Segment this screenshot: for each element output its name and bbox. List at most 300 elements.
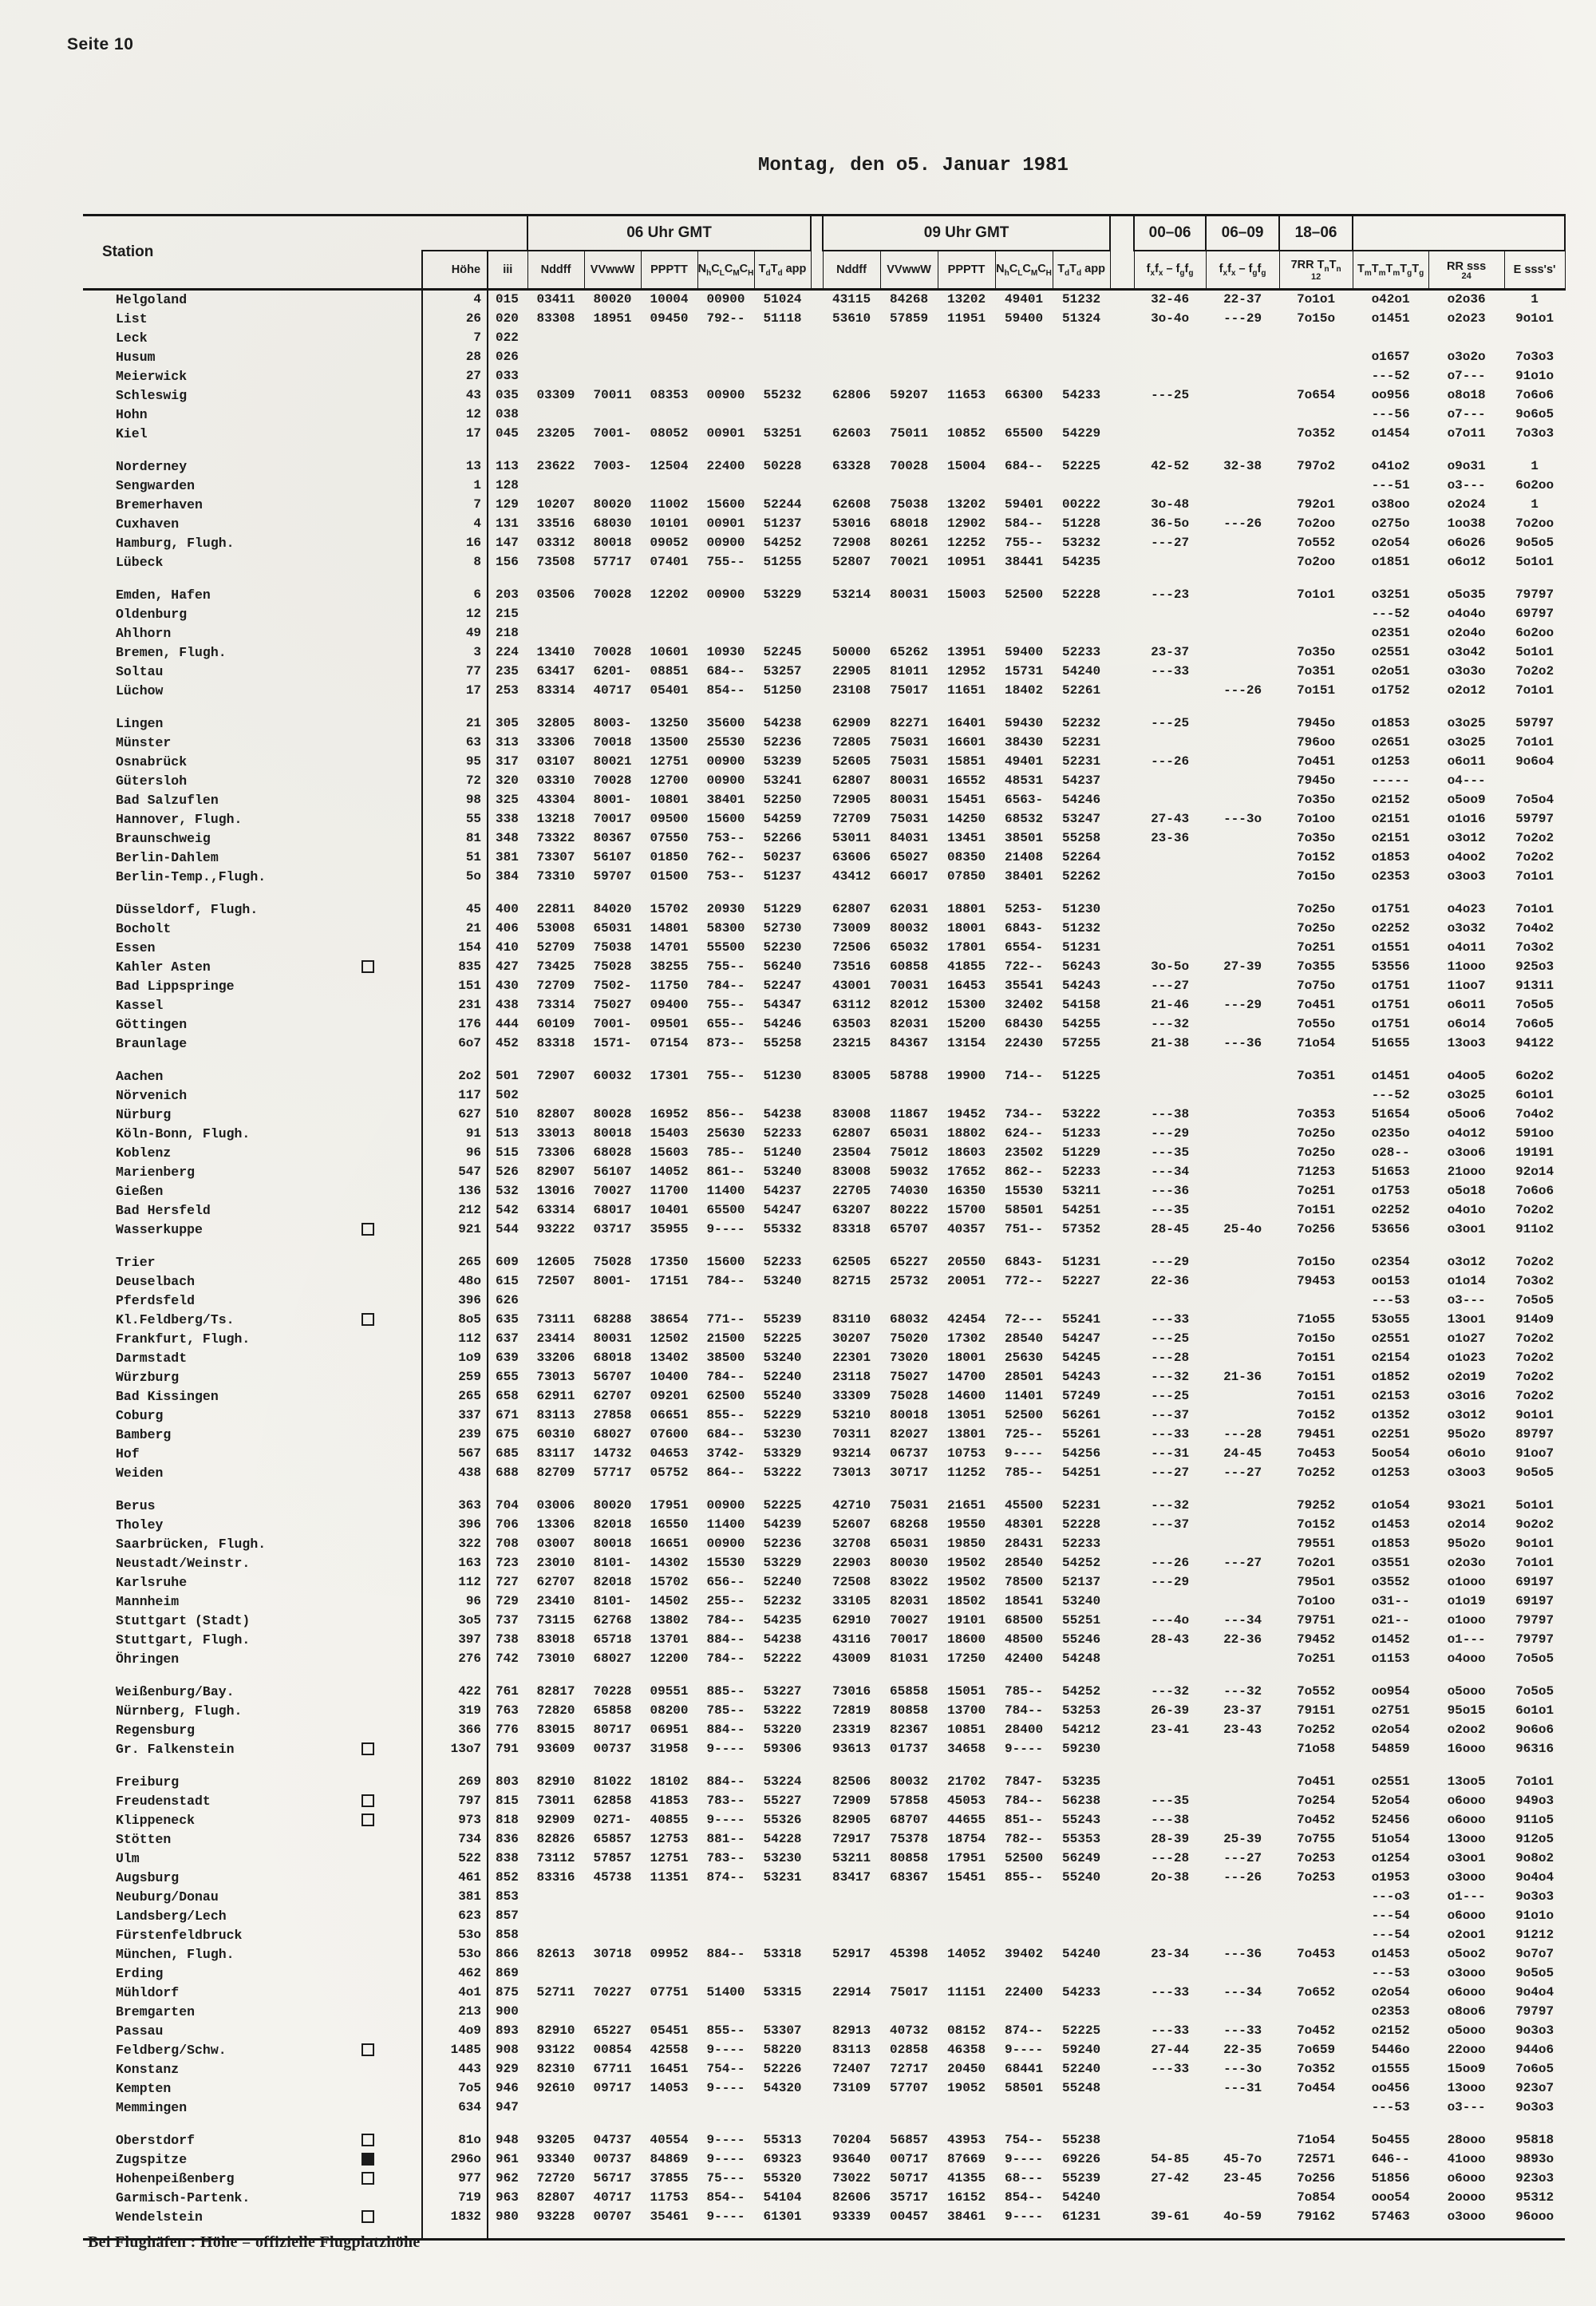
obs06-cell: 1571- <box>593 1036 632 1051</box>
spacer-cell <box>811 1869 823 1888</box>
iii-cell: 510 <box>496 1107 519 1122</box>
spacer-cell <box>1110 1086 1134 1106</box>
summary-cell <box>1134 367 1206 386</box>
summary-cell: o2252 <box>1371 921 1410 936</box>
spacer-cell <box>811 663 823 682</box>
summary-cell: 7o2o2 <box>1515 1331 1555 1347</box>
obs09-cell: 54251 <box>1062 1465 1101 1481</box>
obs09-cell: 82012 <box>890 998 929 1013</box>
spacer-cell <box>811 1592 823 1612</box>
obs06-cell: 22400 <box>706 459 745 474</box>
obs09-cell: 52607 <box>832 1517 871 1533</box>
col-header-ppptt-06: PPPTT <box>641 251 697 290</box>
summary-cell: 69197 <box>1515 1594 1555 1609</box>
station-name-cell: Lüchow <box>116 682 164 698</box>
obs06-cell: 13500 <box>650 735 689 750</box>
obs06-cell: 55227 <box>763 1794 802 1809</box>
summary-cell: o2oo2 <box>1447 1723 1486 1738</box>
summary-cell: 9o1o1 <box>1515 311 1555 326</box>
obs09-cell: 584-- <box>1005 516 1044 532</box>
summary-cell: o2353 <box>1371 869 1410 884</box>
obs06-cell: 52226 <box>763 2062 802 2077</box>
obs09-cell: 52264 <box>1062 850 1101 865</box>
obs06-cell: 771-- <box>706 1312 745 1327</box>
obs06-cell: 93122 <box>536 2043 575 2058</box>
obs06-cell <box>527 1888 584 1907</box>
obs06-cell: 58220 <box>763 2043 802 2058</box>
summary-cell <box>1206 1272 1279 1291</box>
summary-cell: o6o11 <box>1447 754 1486 769</box>
obs09-cell: 38430 <box>1005 735 1044 750</box>
summary-cell: o1o19 <box>1447 1594 1486 1609</box>
station-name-cell: Stuttgart (Stadt) <box>116 1612 251 1628</box>
summary-cell: 23-36 <box>1151 831 1190 846</box>
col-group-00-06: 00–06 <box>1134 216 1206 251</box>
obs09-cell <box>938 477 995 496</box>
table-row <box>83 290 1565 310</box>
summary-cell: 7o152 <box>1297 1517 1336 1533</box>
station-name-cell: Kahler Asten <box>116 959 211 975</box>
obs06-cell: 83316 <box>536 1870 575 1885</box>
spacer-cell <box>811 958 823 977</box>
obs06-cell: 52250 <box>763 793 802 808</box>
summary-cell: 7o1oo <box>1297 1594 1336 1609</box>
obs06-cell <box>584 1907 641 1926</box>
obs09-cell: 65858 <box>890 1684 929 1699</box>
summary-cell: 28-39 <box>1151 1832 1190 1847</box>
obs06-cell: 68030 <box>593 516 632 532</box>
obs06-cell: 42558 <box>650 2043 689 2058</box>
summary-cell: 9o6o4 <box>1515 754 1555 769</box>
hoehe-cell: 396 <box>422 1516 488 1535</box>
obs09-cell: 21651 <box>947 1498 986 1513</box>
obs06-cell: 12700 <box>650 773 689 789</box>
obs09-cell: 54251 <box>1062 1203 1101 1218</box>
summary-cell: 7o15o <box>1297 1255 1336 1270</box>
obs06-cell: 9---- <box>706 2081 745 2096</box>
obs09-cell: 70311 <box>832 1427 871 1442</box>
summary-cell: oo956 <box>1371 388 1410 403</box>
obs09-cell <box>880 405 938 425</box>
obs09-cell <box>938 1291 995 1311</box>
station-symbol-cell <box>358 1406 422 1426</box>
spacer-cell <box>1110 643 1134 663</box>
obs09-cell: 62910 <box>832 1613 871 1628</box>
obs09-cell: 52233 <box>1062 645 1101 660</box>
table-row <box>83 1220 1565 1240</box>
spacer-cell <box>1110 1702 1134 1721</box>
obs09-cell: 51232 <box>1062 921 1101 936</box>
summary-cell: 4o-59 <box>1223 2209 1262 2225</box>
obs06-cell: 52230 <box>763 940 802 955</box>
hoehe-cell: 136 <box>422 1182 488 1201</box>
spacer-cell <box>811 734 823 753</box>
obs09-cell: 6843- <box>1005 1255 1044 1270</box>
spacer-cell <box>811 2170 823 2189</box>
iii-cell: 688 <box>496 1465 519 1481</box>
summary-cell <box>1279 1291 1353 1311</box>
obs09-cell <box>823 2098 880 2118</box>
summary-cell: 7o252 <box>1297 1465 1336 1481</box>
iii-cell: 129 <box>496 497 519 512</box>
summary-cell: o3--- <box>1447 2100 1486 2115</box>
hoehe-cell: 81o <box>422 2118 488 2150</box>
spacer-cell <box>811 2118 823 2150</box>
iii-cell: 320 <box>496 773 519 789</box>
table-row <box>83 534 1565 553</box>
obs09-cell: 32708 <box>832 1537 871 1552</box>
obs09-cell: 25630 <box>1005 1351 1044 1366</box>
hoehe-cell: 4o1 <box>422 1984 488 2003</box>
obs06-cell: 57857 <box>593 1851 632 1866</box>
summary-cell: 28-43 <box>1151 1632 1190 1647</box>
spacer-cell <box>1110 1406 1134 1426</box>
station-symbol-cell <box>358 1740 422 1759</box>
obs09-cell: 65262 <box>890 645 929 660</box>
hoehe-cell: 734 <box>422 1830 488 1849</box>
summary-cell: 92o14 <box>1515 1165 1555 1180</box>
spacer-cell <box>1110 1516 1134 1535</box>
obs06-cell: 82613 <box>536 1947 575 1962</box>
iii-cell: 838 <box>496 1851 519 1866</box>
spacer-cell <box>1110 2098 1134 2118</box>
summary-cell: 45-7o <box>1223 2152 1262 2167</box>
summary-cell: 25-39 <box>1223 1832 1262 1847</box>
obs09-cell: 19850 <box>947 1537 986 1552</box>
obs06-cell <box>697 1888 754 1907</box>
obs09-cell: 19900 <box>947 1069 986 1084</box>
obs09-cell: 10753 <box>947 1446 986 1462</box>
obs06-cell: 73314 <box>536 998 575 1013</box>
iii-cell: 128 <box>496 478 519 493</box>
summary-cell <box>1504 329 1565 348</box>
spacer-cell <box>811 310 823 329</box>
obs06-cell: 55326 <box>763 1813 802 1828</box>
summary-cell: 7o35o <box>1297 831 1336 846</box>
obs06-cell: 753-- <box>706 869 745 884</box>
obs06-cell: 09952 <box>650 1947 689 1962</box>
station-symbol-cell <box>358 1554 422 1573</box>
obs09-cell: 82905 <box>832 1813 871 1828</box>
spacer-cell <box>811 1516 823 1535</box>
summary-cell: 22-36 <box>1151 1274 1190 1289</box>
hoehe-cell: 462 <box>422 1964 488 1984</box>
summary-cell: ---29 <box>1223 311 1262 326</box>
spacer-cell <box>811 1669 823 1702</box>
obs09-cell: 22430 <box>1005 1036 1044 1051</box>
obs09-cell: 51229 <box>1062 1145 1101 1161</box>
hoehe-cell: 396 <box>422 1291 488 1311</box>
obs09-cell: 684-- <box>1005 459 1044 474</box>
table-row <box>83 977 1565 996</box>
summary-cell: o3552 <box>1371 1575 1410 1590</box>
obs09-cell: 13801 <box>947 1427 986 1442</box>
summary-cell <box>1279 1964 1353 1984</box>
summary-cell: 7o452 <box>1297 2023 1336 2039</box>
spacer-cell <box>1110 848 1134 868</box>
obs09-cell: 53222 <box>1062 1107 1101 1122</box>
obs06-cell: 11351 <box>650 1870 689 1885</box>
obs09-cell: 15003 <box>947 587 986 603</box>
station-symbol-cell <box>358 2041 422 2060</box>
spacer-cell <box>811 701 823 734</box>
station-name-cell: Kassel <box>116 997 164 1013</box>
iii-cell: 737 <box>496 1613 519 1628</box>
obs09-cell: 18801 <box>947 902 986 917</box>
station-symbol-cell <box>358 2189 422 2208</box>
table-row <box>83 2150 1565 2170</box>
obs06-cell <box>641 1291 697 1311</box>
spacer-cell <box>811 1535 823 1554</box>
obs09-cell <box>995 405 1053 425</box>
station-symbol-cell <box>358 2098 422 2118</box>
summary-cell: o2oo1 <box>1447 1928 1486 1943</box>
summary-cell: ---33 <box>1151 2023 1190 2039</box>
summary-cell: 27-39 <box>1223 959 1262 975</box>
col-group-daily-summary <box>1353 216 1565 251</box>
summary-cell: o2152 <box>1371 793 1410 808</box>
obs09-cell: 68532 <box>1005 812 1044 827</box>
spacer-cell <box>1110 1984 1134 2003</box>
table-row <box>83 1291 1565 1311</box>
summary-cell: 7o453 <box>1297 1446 1336 1462</box>
obs06-cell: 12202 <box>650 587 689 603</box>
station-name-cell: Ahlhorn <box>116 625 172 641</box>
iii-cell: 626 <box>496 1293 519 1308</box>
summary-cell: o1751 <box>1371 979 1410 994</box>
summary-cell: 7o6o6 <box>1515 388 1555 403</box>
spacer-cell <box>1110 2118 1134 2150</box>
obs06-cell: 70028 <box>593 587 632 603</box>
summary-cell: o2551 <box>1371 645 1410 660</box>
station-symbol-cell <box>358 2003 422 2022</box>
obs06-cell: 52233 <box>763 1255 802 1270</box>
obs06-cell: 00900 <box>706 1498 745 1513</box>
hoehe-cell: 16 <box>422 534 488 553</box>
hoehe-cell: 8o5 <box>422 1311 488 1330</box>
obs06-cell: 75028 <box>593 959 632 975</box>
table-row <box>83 1086 1565 1106</box>
summary-cell: 5446o <box>1371 2043 1410 2058</box>
obs09-cell: 11951 <box>947 311 986 326</box>
summary-cell: 79252 <box>1297 1498 1336 1513</box>
obs06-cell: 07550 <box>650 831 689 846</box>
iii-cell: 156 <box>496 555 519 570</box>
hoehe-cell: 212 <box>422 1201 488 1220</box>
obs09-cell: 854-- <box>1005 2190 1044 2205</box>
spacer-cell <box>1110 1426 1134 1445</box>
obs09-cell <box>1053 1291 1110 1311</box>
summary-cell: 923o3 <box>1515 2171 1555 2186</box>
obs09-cell <box>823 2003 880 2022</box>
summary-cell: 95o2o <box>1447 1537 1486 1552</box>
station-symbol-cell <box>358 624 422 643</box>
summary-cell: 7o453 <box>1297 1947 1336 1962</box>
obs09-cell: 10951 <box>947 555 986 570</box>
table-row <box>83 2098 1565 2118</box>
obs09-cell <box>1053 1926 1110 1945</box>
summary-cell: o7--- <box>1447 407 1486 422</box>
iii-cell: 615 <box>496 1274 519 1289</box>
summary-cell: 7o652 <box>1297 1985 1336 2000</box>
obs06-cell <box>641 477 697 496</box>
obs06-cell: 65858 <box>593 1703 632 1719</box>
iii-cell: 818 <box>496 1813 519 1828</box>
summary-cell: 23-41 <box>1151 1723 1190 1738</box>
obs09-cell <box>995 605 1053 624</box>
spacer-cell <box>1110 515 1134 534</box>
summary-cell: 7o451 <box>1297 998 1336 1013</box>
summary-cell: o1751 <box>1371 998 1410 1013</box>
station-name-cell: Trier <box>116 1254 156 1270</box>
obs06-cell: 60032 <box>593 1069 632 1084</box>
open-square-icon <box>361 1742 374 1755</box>
obs09-cell: 53214 <box>832 587 871 603</box>
obs06-cell: 04737 <box>593 2133 632 2148</box>
summary-cell: 53o55 <box>1371 1312 1410 1327</box>
obs06-cell: 16451 <box>650 2062 689 2077</box>
spacer-cell <box>811 1426 823 1445</box>
hoehe-cell: 7 <box>422 496 488 515</box>
obs06-cell: 753-- <box>706 831 745 846</box>
table-row <box>83 1368 1565 1387</box>
open-square-icon <box>361 1223 374 1236</box>
obs09-cell: 13051 <box>947 1408 986 1423</box>
obs09-cell: 72819 <box>832 1703 871 1719</box>
summary-cell: 22-37 <box>1223 292 1262 307</box>
spacer-cell <box>1110 1220 1134 1240</box>
summary-cell: o275o <box>1371 516 1410 532</box>
table-row <box>83 1926 1565 1945</box>
hoehe-cell: 98 <box>422 791 488 810</box>
summary-cell <box>1206 572 1279 605</box>
iii-cell: 961 <box>496 2152 519 2167</box>
summary-cell: o1452 <box>1371 1632 1410 1647</box>
station-name-cell: Regensburg <box>116 1722 196 1738</box>
obs09-cell: 52231 <box>1062 1498 1101 1513</box>
obs09-cell: 51230 <box>1062 902 1101 917</box>
summary-cell: 7o6o6 <box>1515 1184 1555 1199</box>
obs06-cell: 73011 <box>536 1794 575 1809</box>
table-row <box>83 1054 1565 1086</box>
summary-cell: ---26 <box>1223 1870 1262 1885</box>
obs09-cell <box>938 329 995 348</box>
hoehe-cell: 72 <box>422 772 488 791</box>
obs09-cell: 784-- <box>1005 1703 1044 1719</box>
summary-cell: o3551 <box>1371 1556 1410 1571</box>
summary-cell: 7o552 <box>1297 1684 1336 1699</box>
obs06-cell: 82807 <box>536 2190 575 2205</box>
iii-cell: 791 <box>496 1742 519 1757</box>
summary-cell: 91o1o <box>1515 369 1555 384</box>
table-row <box>83 1464 1565 1483</box>
obs06-cell: 3742- <box>706 1446 745 1462</box>
obs06-cell <box>584 2003 641 2022</box>
summary-cell: o1451 <box>1371 311 1410 326</box>
summary-cell <box>1206 1125 1279 1144</box>
summary-cell <box>1279 1926 1353 1945</box>
summary-cell: o3--- <box>1447 1293 1486 1308</box>
summary-cell: 2o-38 <box>1151 1870 1190 1885</box>
summary-cell <box>1206 1888 1279 1907</box>
spacer-cell <box>811 753 823 772</box>
spacer-cell <box>1110 1869 1134 1888</box>
obs06-cell: 65857 <box>593 1832 632 1847</box>
obs09-cell <box>995 477 1053 496</box>
summary-cell <box>1206 348 1279 367</box>
summary-cell: ---32 <box>1151 1498 1190 1513</box>
table-row <box>83 1201 1565 1220</box>
obs06-cell: 70228 <box>593 1684 632 1699</box>
obs06-cell: 10207 <box>536 497 575 512</box>
table-row <box>83 1669 1565 1702</box>
summary-cell: 13oo5 <box>1447 1774 1486 1790</box>
obs06-cell: 33206 <box>536 1351 575 1366</box>
summary-cell <box>1206 791 1279 810</box>
station-name-cell: Wendelstein <box>116 2209 203 2225</box>
table-row <box>83 1964 1565 1984</box>
summary-cell: o4o1o <box>1447 1203 1486 1218</box>
station-symbol-cell <box>358 367 422 386</box>
obs06-cell <box>754 1907 811 1926</box>
summary-cell: ---35 <box>1151 1203 1190 1218</box>
obs06-cell: 861-- <box>706 1165 745 1180</box>
obs06-cell: 7001- <box>593 426 632 441</box>
hoehe-cell: 265 <box>422 1240 488 1272</box>
obs09-cell: 83005 <box>832 1069 871 1084</box>
obs06-cell: 30718 <box>593 1947 632 1962</box>
obs09-cell: 30207 <box>832 1331 871 1347</box>
spacer-cell <box>1110 1163 1134 1182</box>
station-symbol-cell <box>358 1926 422 1945</box>
obs06-cell: 755-- <box>706 1069 745 1084</box>
obs09-cell: 75017 <box>890 1985 929 2000</box>
obs09-cell: 28540 <box>1005 1331 1044 1347</box>
obs09-cell: 18001 <box>947 921 986 936</box>
hoehe-cell: 231 <box>422 996 488 1015</box>
summary-cell: o2o24 <box>1447 497 1486 512</box>
hoehe-cell: 5o <box>422 868 488 887</box>
summary-cell: o2152 <box>1371 2023 1410 2039</box>
summary-cell: 9o1o1 <box>1515 1537 1555 1552</box>
station-symbol-cell <box>358 1592 422 1612</box>
obs06-cell: 54228 <box>763 1832 802 1847</box>
col-header-nddff-06: Nddff <box>527 251 584 290</box>
obs09-cell: 772-- <box>1005 1274 1044 1289</box>
obs06-cell: 27858 <box>593 1408 632 1423</box>
summary-cell <box>1134 425 1206 444</box>
station-symbol-cell <box>358 848 422 868</box>
obs06-cell: 01850 <box>650 850 689 865</box>
obs06-cell: 54347 <box>763 998 802 1013</box>
obs06-cell: 55239 <box>763 1312 802 1327</box>
summary-cell <box>1279 329 1353 348</box>
obs09-cell <box>880 477 938 496</box>
obs06-cell: 82018 <box>593 1575 632 1590</box>
table-row <box>83 848 1565 868</box>
summary-cell: 7o151 <box>1297 1351 1336 1366</box>
summary-cell: 7o854 <box>1297 2190 1336 2205</box>
spacer-cell <box>811 1830 823 1849</box>
spacer-cell <box>1110 1291 1134 1311</box>
obs06-cell: 15600 <box>706 497 745 512</box>
summary-cell <box>1206 701 1279 734</box>
table-row <box>83 1406 1565 1426</box>
summary-cell: 646-- <box>1371 2152 1410 2167</box>
station-name-cell: Bremen, Flugh. <box>116 644 227 660</box>
obs09-cell: 51232 <box>1062 292 1101 307</box>
station-name-cell: Mühldorf <box>116 1984 180 2000</box>
